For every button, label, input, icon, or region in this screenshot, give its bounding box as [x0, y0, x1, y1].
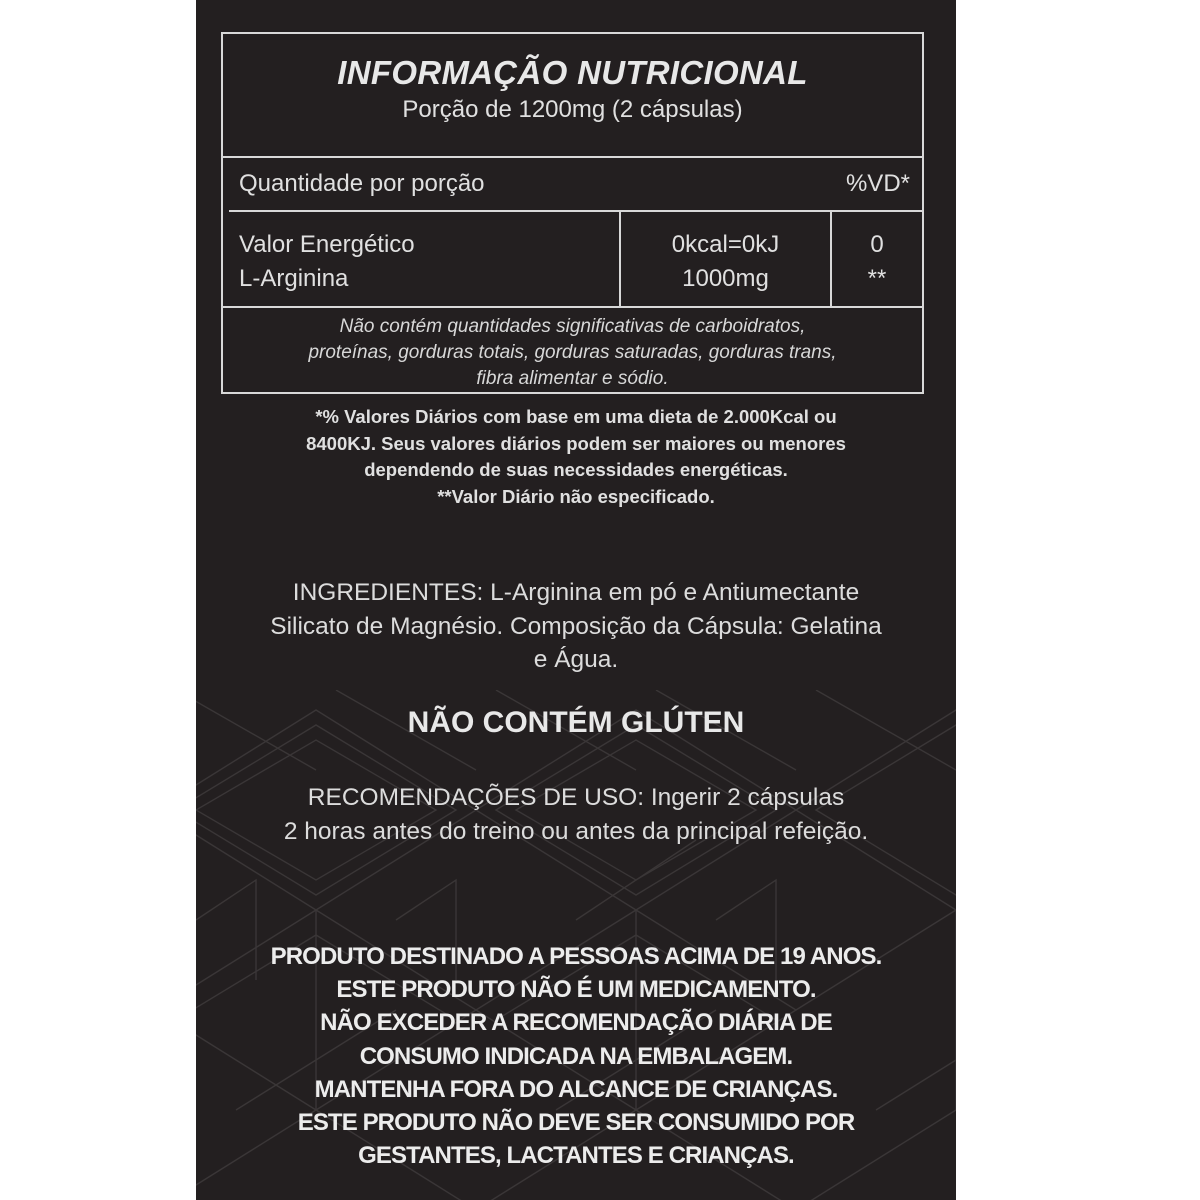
nutrient-daily-values	[832, 228, 922, 296]
nutrient-names	[239, 228, 415, 296]
ingredients-line: e Água.	[533, 646, 619, 673]
nutrition-title: INFORMAÇÃO NUTRICIONAL	[337, 54, 808, 91]
ingredients-line: Silicato de Magnésio. Composição da Cápsula: Gelatina	[270, 612, 882, 640]
not-significant-note	[223, 314, 922, 392]
nutrient-name: Valor Energético	[239, 231, 415, 258]
nutrient-amount: 0kcal=0kJ	[671, 231, 780, 258]
footnote-line: *% Valores Diários com base em uma dieta de 2.000Kcal ou	[315, 406, 837, 427]
amount-per-serving-header: Quantidade por porção	[239, 170, 485, 197]
nutrient-name: L-Arginina	[239, 265, 349, 292]
usage-line: RECOMENDAÇÕES DE USO: Ingerir 2 cápsulas	[307, 784, 845, 811]
label-panel	[196, 0, 956, 1200]
warning-line: CONSUMO INDICADA NA EMBALAGEM.	[359, 1042, 793, 1070]
warning-line: ESTE PRODUTO NÃO DEVE SER CONSUMIDO POR	[297, 1109, 855, 1137]
daily-value-header: %VD*	[845, 170, 910, 197]
note-line: fibra alimentar e sódio.	[476, 368, 669, 389]
footnote-line: dependendo de suas necessidades energéticas.	[364, 459, 788, 480]
warnings-block	[196, 940, 956, 1172]
gluten-free-notice: NÃO CONTÉM GLÚTEN	[407, 706, 745, 739]
footnote-line: 8400KJ. Seus valores diários podem ser maiores ou menores	[306, 432, 846, 454]
nutrient-dv: 0	[870, 231, 884, 258]
nutrient-dv: **	[867, 265, 887, 292]
nutrition-facts-table	[221, 32, 924, 394]
warning-line: MANTENHA FORA DO ALCANCE DE CRIANÇAS.	[314, 1075, 838, 1103]
usage-line: 2 horas antes do treino ou antes da principal refeição.	[283, 817, 869, 845]
note-line: proteínas, gorduras totais, gorduras saturadas, gorduras trans,	[308, 342, 837, 363]
serving-size: Porção de 1200mg (2 cápsulas)	[402, 96, 743, 123]
table-divider	[223, 306, 922, 308]
usage-recommendations	[196, 781, 956, 848]
table-divider	[223, 156, 922, 158]
daily-value-footnote	[196, 404, 956, 510]
note-line: Não contém quantidades significativas de carboidratos,	[339, 316, 806, 337]
warning-line: NÃO EXCEDER A RECOMENDAÇÃO DIÁRIA DE	[320, 1009, 832, 1037]
nutrient-amounts	[621, 228, 830, 296]
ingredients-text	[216, 576, 936, 677]
ingredients-line: INGREDIENTES: L-Arginina em pó e Antiumectante	[292, 579, 860, 606]
nutrient-amount: 1000mg	[682, 265, 769, 292]
warning-line: GESTANTES, LACTANTES E CRIANÇAS.	[358, 1142, 794, 1170]
warning-line: PRODUTO DESTINADO A PESSOAS ACIMA DE 19 ANOS.	[270, 943, 882, 970]
table-divider	[229, 210, 922, 212]
footnote-line: **Valor Diário não especificado.	[437, 485, 715, 507]
warning-line: ESTE PRODUTO NÃO É UM MEDICAMENTO.	[336, 976, 816, 1004]
